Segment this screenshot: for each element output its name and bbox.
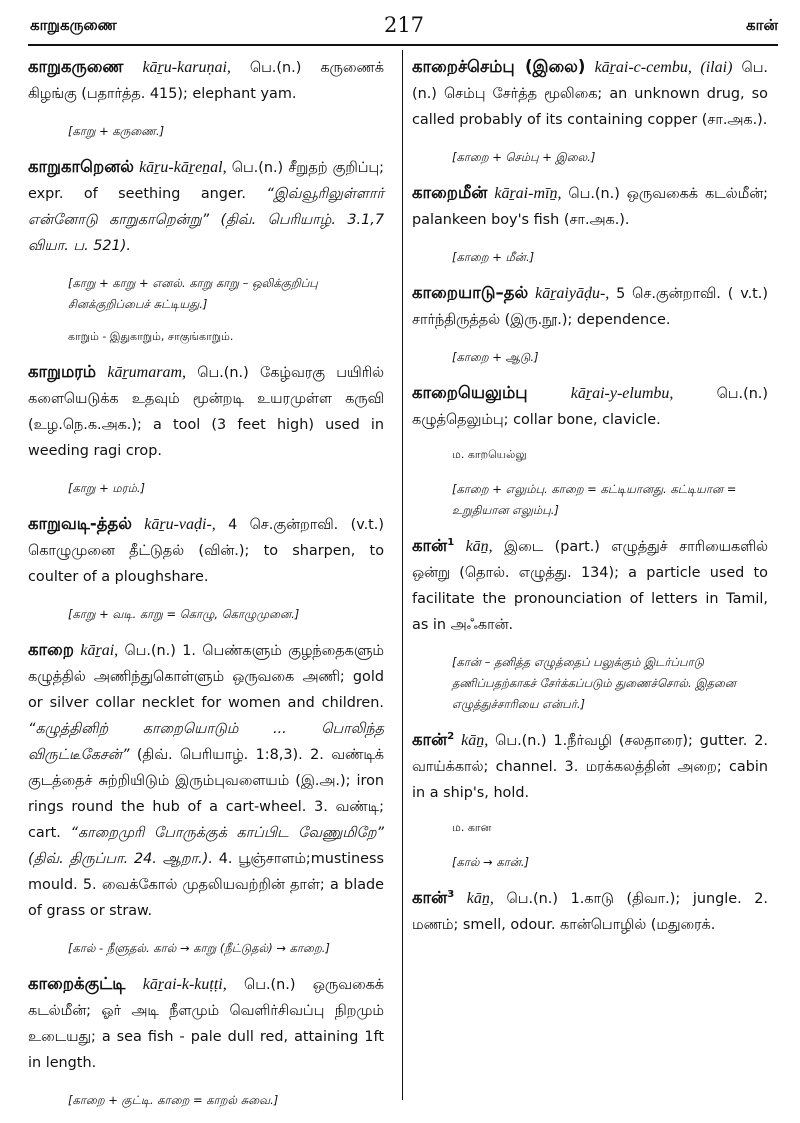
etymology: [காறை + குட்டி. காறை = காறல் சுவை.] bbox=[68, 1093, 279, 1107]
transliteration: kāṟai-mīṉ, bbox=[494, 185, 562, 202]
definition: பெ.(n.) சீறுதற் குறிப்பு; expr. of seething anger. bbox=[28, 160, 384, 202]
column-divider bbox=[402, 50, 403, 1100]
definition: பெ.(n.) ஒருவகைக் கடல்மீன்; ஓர் அடி நீளமும் வெளிர்சிவப்பு நிறமும் உடையது; a sea fish - pale dull red, attaining 1ft in length. bbox=[28, 977, 384, 1071]
definition: (திவ். பெரியாழ். 1:8,3). 2. வண்டிக் குடத்தைச் சுற்றியிடும் இரும்புவளையம் (இ.அ.); iron rings round the hub of a cart-wheel. 3. வண்டி; cart. bbox=[28, 747, 384, 841]
definition: பெ.(n.) கேழ்வரகு பயிரில் களையெடுக்க உதவும் மூன்றடி உயரமுள்ள கருவி (உழ.நெ.க.அக.); a tool (3 feet high) used in weeding ragi crop. bbox=[28, 365, 384, 459]
transliteration: kāṟu-vaḍi-, bbox=[144, 516, 216, 533]
transliteration: kāṟu-kāṟeṉal, bbox=[139, 159, 227, 176]
dictionary-entry bbox=[28, 971, 384, 1111]
transliteration: kāṟai-y-elumbu, bbox=[570, 385, 674, 402]
transliteration: kāṉ, bbox=[466, 890, 494, 907]
transliteration: kāṟai, bbox=[80, 642, 119, 659]
etymology: [காறு + காறு + எனல். காறு காறு – ஒலிக்குறிப்பு சினக்குறிப்பைச் சுட்டியது.] bbox=[68, 276, 318, 311]
headword: காறுவடி-த்தல் bbox=[28, 514, 132, 533]
headword: காறைமீன் bbox=[412, 183, 488, 202]
quotation: “இவ்வூரிலுள்ளார் என்னோடு காறுகாறென்று” bbox=[28, 186, 384, 228]
transliteration: kāṉ, bbox=[461, 732, 489, 749]
transliteration: kāṟai-c-cembu, (ilai) bbox=[594, 59, 733, 76]
transliteration: kāṟumaram, bbox=[107, 364, 187, 381]
definition: பெ.(n.) 1. பெண்களும் குழந்தைகளும் கழுத்தில் அணிந்துகொள்ளும் ஒருவகை அணி; gold or silver collar necklet for women and children. bbox=[28, 643, 384, 711]
dictionary-entry bbox=[412, 533, 768, 715]
etymology: [காறை + ஆடு.] bbox=[452, 350, 539, 364]
dictionary-entry bbox=[412, 727, 768, 873]
etymology: [காறை + எலும்பு. காறை = கட்டியானது. கட்டியான = உறுதியான எலும்பு.] bbox=[452, 482, 737, 517]
etymology: [கான் – தனித்த எழுத்தைப் பலுக்கும் இடர்ப்பாடு தணிப்பதற்காகச் சேர்க்கப்படும் துணைச்சொல். இதனை எழுத்துச்சாரியை என்பர்.] bbox=[452, 655, 737, 711]
definition: பெ.(n.) ஒருவகைக் கடல்மீன்; palankeen boy's fish (சா.அக.). bbox=[412, 186, 769, 228]
definition: பெ.(n.) செம்பு சேர்த்த மூலிகை; an unknown drug, so called probably of its containing copper (சா.அக.). bbox=[412, 60, 768, 128]
quotation: “கழுத்தினிற் காறையொடும் ... பொலிந்த விருட்டீகேசன்” bbox=[28, 721, 384, 763]
headword: காறை bbox=[28, 640, 75, 659]
headword: காறுமரம் bbox=[28, 362, 97, 381]
headword: காறுகருணை bbox=[28, 57, 124, 76]
header-rule bbox=[28, 44, 778, 46]
etymology: [காறை + மீன்.] bbox=[452, 250, 535, 264]
left-column bbox=[28, 54, 384, 1123]
right-column bbox=[412, 54, 768, 946]
definition: பெ.(n.) கருணைக் கிழங்கு (பதார்த்த. 415); elephant yam. bbox=[28, 60, 384, 102]
headword: காறையாடு–தல் bbox=[412, 283, 529, 302]
dictionary-entry bbox=[412, 180, 768, 268]
definition: 4 செ.குன்றாவி. (v.t.) கொழுமுனை தீட்டுதல் (வின்.); to sharpen, to coulter of a ploughshare. bbox=[28, 517, 384, 585]
cognate-note: ம. காறயெல்லு bbox=[452, 448, 527, 461]
definition: பெ.(n.) கழுத்தெலும்பு; collar bone, clavicle. bbox=[412, 386, 768, 428]
etymology: [காறு + மரம்.] bbox=[68, 481, 146, 495]
cognate-note: ம. கான bbox=[452, 821, 492, 834]
dictionary-entry bbox=[412, 380, 768, 521]
definition: இடை (part.) எழுத்துச் சாரியைகளில் ஒன்று (தொல். எழுத்து. 134); a particle used to facilitate the pronounciation of letters in Tamil, as in அஃகான். bbox=[412, 539, 769, 633]
header-left-guideword: காறுகருணை bbox=[30, 16, 117, 34]
headword: காறைச்செம்பு (இலை) bbox=[412, 57, 586, 76]
headword: கான் bbox=[412, 536, 448, 555]
dictionary-entry bbox=[412, 54, 768, 168]
definition: 4. பூஞ்சாளம்;mustiness mould. 5. வைக்கோல் முதலியவற்றின் தாள்; a blade of grass or straw. bbox=[28, 851, 385, 919]
etymology: [கால் - நீளுதல். கால் → காறு (நீட்டுதல்) → காறை.] bbox=[68, 941, 330, 955]
homograph-number: 3 bbox=[447, 889, 455, 901]
dictionary-entry bbox=[28, 54, 384, 142]
headword: கான் bbox=[412, 730, 448, 749]
headword: காறுகாறெனல் bbox=[28, 157, 134, 176]
headword: கான் bbox=[412, 888, 448, 907]
transliteration: kāṟu-karuṇai, bbox=[142, 59, 231, 76]
dictionary-entry bbox=[412, 885, 768, 938]
dictionary-entry bbox=[28, 511, 384, 625]
definition: 5 செ.குன்றாவி. ( v.t.) சார்ந்திருத்தல் (இரு.நூ.); dependence. bbox=[412, 286, 768, 328]
homograph-number: 2 bbox=[447, 731, 455, 743]
headword: காறையெலும்பு bbox=[412, 383, 528, 402]
dictionary-entry bbox=[28, 154, 384, 347]
dictionary-entry bbox=[412, 280, 768, 368]
quotation: “காறைமுரி போருக்குக் காப்பிட வேணுமிறே” (திவ். திருப்பா. 24. ஆறா.). bbox=[28, 825, 384, 867]
page-header bbox=[30, 13, 778, 46]
header-right-guideword: கான் bbox=[746, 16, 778, 34]
etymology: [காறு + கருணை.] bbox=[68, 124, 165, 138]
dictionary-entry bbox=[28, 359, 384, 499]
transliteration: kāṉ, bbox=[465, 538, 493, 555]
transliteration: kāṟaiyāḍu-, bbox=[535, 285, 610, 302]
etymology: [கால் → கான்.] bbox=[452, 855, 530, 869]
headword: காறைக்குட்டி bbox=[28, 974, 126, 993]
page-number: 217 bbox=[383, 13, 425, 37]
usage-note: காறும் - இதுகாறும், சாகுங்காறும். bbox=[68, 330, 234, 343]
etymology: [காறை + செம்பு + இலை.] bbox=[452, 150, 596, 164]
definition: பெ.(n.) 1.காடு (திவா.); jungle. 2. மணம்; smell, odour. கான்பொழில் (மதுரைக். bbox=[412, 891, 769, 933]
etymology: [காறு + வடி. காறு = கொழு, கொழுமுனை.] bbox=[68, 607, 300, 621]
dictionary-entry bbox=[28, 637, 384, 959]
homograph-number: 1 bbox=[447, 537, 455, 549]
citation: (திவ். பெரியாழ். 3.1,7 வியா. ப. 521). bbox=[28, 212, 384, 254]
definition: பெ.(n.) 1.நீர்வழி (சலதாரை); gutter. 2. வாய்க்கால்; channel. 3. மரக்கலத்தின் அறை; cabin in a ship's, hold. bbox=[412, 733, 768, 801]
transliteration: kāṟai-k-kuṭṭi, bbox=[142, 976, 227, 993]
